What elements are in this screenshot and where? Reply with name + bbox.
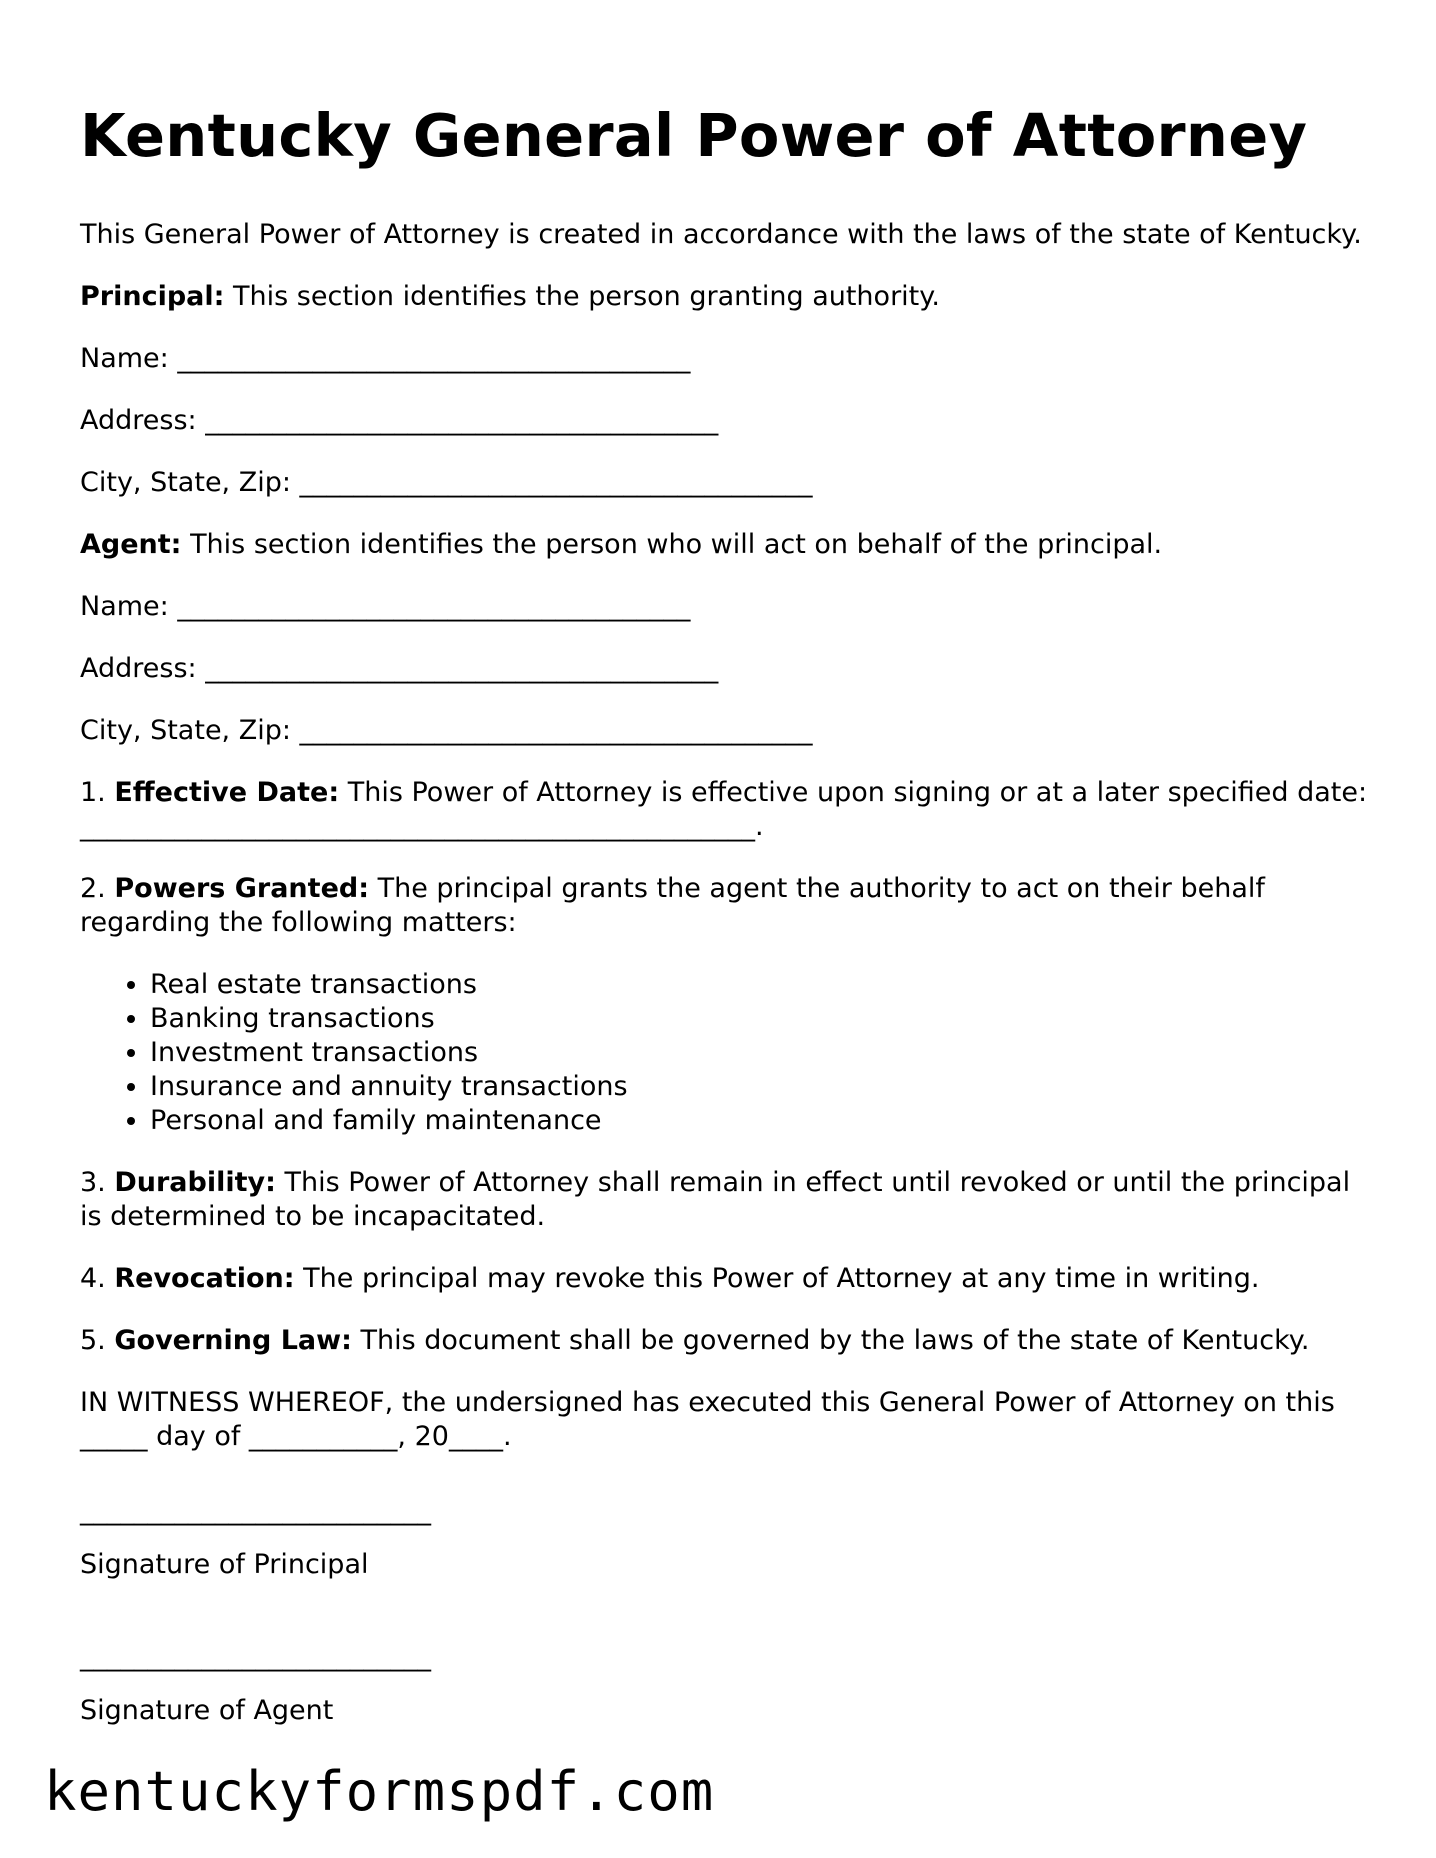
principal-address-field: Address: ______________________________________ bbox=[80, 405, 719, 436]
section-heading: Effective Date: bbox=[114, 777, 340, 808]
principal-signature-label: Signature of Principal bbox=[80, 1549, 369, 1580]
agent-name-field: Name: ______________________________________ bbox=[80, 591, 691, 622]
document bbox=[80, 96, 1370, 1786]
section-heading: Governing Law: bbox=[114, 1325, 352, 1356]
section-text: The principal may revoke this Power of Attorney at any time in writing. bbox=[303, 1263, 1260, 1294]
document-title: Kentucky General Power of Attorney bbox=[80, 101, 1308, 170]
agent-signature-label: Signature of Agent bbox=[80, 1695, 334, 1726]
principal-name-field: Name: ______________________________________ bbox=[80, 343, 691, 374]
section-heading: Revocation: bbox=[114, 1263, 295, 1294]
section-number: 5. bbox=[80, 1325, 106, 1356]
section-effective-date bbox=[80, 776, 1370, 844]
section-text: This Power of Attorney shall remain in effect until revoked or until the principal is determined to be incapacitated. bbox=[80, 1167, 1351, 1232]
principal-city-field: City, State, Zip: ______________________________________ bbox=[80, 467, 813, 498]
list-item: • Personal and family maintenance bbox=[150, 1104, 1370, 1138]
list-item: • Insurance and annuity transactions bbox=[150, 1070, 1370, 1104]
agent-city-field: City, State, Zip: ______________________________________ bbox=[80, 715, 813, 746]
principal-heading-paragraph bbox=[80, 280, 1370, 314]
section-powers-granted bbox=[80, 872, 1370, 940]
principal-description: This section identifies the person granting authority. bbox=[233, 281, 940, 312]
section-revocation bbox=[80, 1262, 1370, 1296]
section-heading: Durability: bbox=[114, 1167, 276, 1198]
powers-list bbox=[80, 968, 1370, 1138]
principal-heading: Principal: bbox=[80, 281, 225, 312]
list-item: • Investment transactions bbox=[150, 1036, 1370, 1070]
intro-paragraph: This General Power of Attorney is created in accordance with the laws of the state of Kentucky. bbox=[80, 219, 1362, 250]
section-governing-law bbox=[80, 1324, 1370, 1358]
principal-signature-line: __________________________ bbox=[80, 1495, 431, 1526]
witness-paragraph: IN WITNESS WHEREOF, the undersigned has executed this General Power of Attorney on this _____ day of ___________, 20____. bbox=[80, 1387, 1335, 1452]
section-text: This document shall be governed by the laws of the state of Kentucky. bbox=[360, 1325, 1310, 1356]
list-item: • Banking transactions bbox=[150, 1002, 1370, 1036]
agent-heading: Agent: bbox=[80, 529, 182, 560]
section-heading: Powers Granted: bbox=[114, 873, 370, 904]
agent-heading-paragraph bbox=[80, 528, 1370, 562]
list-item: • Real estate transactions bbox=[150, 968, 1370, 1002]
agent-description: This section identifies the person who will act on behalf of the principal. bbox=[190, 529, 1163, 560]
section-text: The principal grants the agent the authority to act on their behalf regarding the following matters: bbox=[80, 873, 1265, 938]
section-number: 2. bbox=[80, 873, 106, 904]
section-number: 4. bbox=[80, 1263, 106, 1294]
section-number: 1. bbox=[80, 777, 106, 808]
section-durability bbox=[80, 1166, 1370, 1234]
section-number: 3. bbox=[80, 1167, 106, 1198]
section-text: This Power of Attorney is effective upon signing or at a later specified date: __________________________________________________. bbox=[80, 777, 1368, 842]
agent-signature-line: __________________________ bbox=[80, 1641, 431, 1672]
agent-address-field: Address: ______________________________________ bbox=[80, 653, 719, 684]
watermark: kentuckyformspdf.com bbox=[44, 1760, 715, 1823]
